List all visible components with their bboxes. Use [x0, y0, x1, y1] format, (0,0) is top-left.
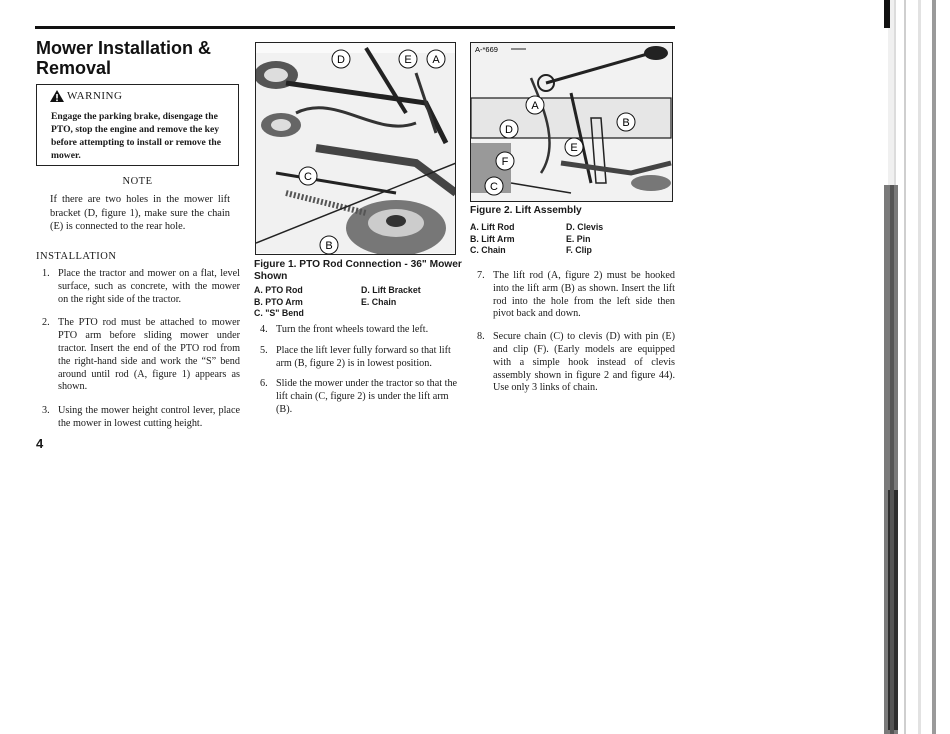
- fig1-callout-b: B: [325, 240, 333, 252]
- step-item: [254, 345, 458, 371]
- legend-item: B. Lift Arm: [470, 233, 515, 244]
- figure-2-illustration: [470, 42, 673, 202]
- step-item: [36, 405, 240, 431]
- installation-heading: INSTALLATION: [36, 251, 117, 262]
- fig1-callout-d: D: [337, 54, 345, 66]
- warning-box: [36, 84, 239, 166]
- installation-steps-col2: [254, 324, 458, 425]
- legend-item: B. PTO Arm: [254, 296, 303, 307]
- figure-1-legend-left: [254, 285, 354, 320]
- step-text: The lift rod (A, figure 2) must be hooked into the lift arm (B) as shown. Insert the lift rod into the hole from the left side then pivot back and down.: [493, 270, 675, 320]
- step-item: [471, 270, 675, 321]
- legend-item: F. Clip: [566, 245, 592, 255]
- step-text: The PTO rod must be attached to mower PTO arm before sliding mower under tractor. Insert the end of the PTO rod from the right-hand side and work the “S” bend around until rod (A, figure 1) appears as shown.: [58, 317, 240, 393]
- installation-steps-col3: [471, 270, 675, 405]
- legend-item: E. Chain: [361, 296, 397, 307]
- fig1-callout-e: E: [404, 54, 412, 66]
- warning-heading-text: WARNING: [67, 90, 123, 102]
- fig2-callout-d: D: [505, 124, 513, 136]
- fig2-callout-f: F: [501, 156, 509, 168]
- figure-2-caption: Figure 2. Lift Assembly: [470, 205, 582, 216]
- legend-item: C. "S" Bend: [254, 308, 304, 318]
- figure-2-legend-right: [566, 222, 656, 257]
- step-text: Secure chain (C) to clevis (D) with pin (E) and clip (F). (Early models are equipped with a simple hook instead of clevis assembly shown in figure 2 and figure 44). Use only 3 links of chain.: [493, 331, 675, 394]
- legend-item: C. Chain: [470, 245, 506, 255]
- step-text: Using the mower height control lever, place the mower in lowest cutting height.: [58, 405, 240, 429]
- lift-assembly-drawing: [471, 43, 673, 202]
- step-item: [254, 378, 458, 416]
- step-number: 8.: [477, 331, 485, 343]
- installation-steps-col1: [36, 268, 240, 442]
- step-number: 7.: [477, 270, 485, 281]
- step-item: [36, 317, 240, 394]
- figure-1-illustration: [255, 42, 456, 255]
- page-number: 4: [36, 436, 44, 451]
- warning-text: Engage the parking brake, disengage the PTO, stop the engine and remove the key before attempting to install or remove the mower.: [51, 111, 221, 161]
- warning-triangle-icon: [49, 89, 65, 103]
- step-number: 1.: [42, 268, 50, 279]
- fig2-callout-c: C: [490, 181, 498, 193]
- step-item: [254, 324, 458, 337]
- legend-item: A. Lift Rod: [470, 222, 515, 232]
- step-text: Place the lift lever fully forward so that lift arm (B, figure 2) is in lowest position.: [276, 344, 451, 369]
- step-number: 3.: [42, 405, 50, 417]
- figure-1-caption: Figure 1. PTO Rod Connection - 36" Mower Shown: [254, 259, 462, 282]
- page-title: Mower Installation & Removal: [36, 38, 212, 78]
- fig2-callout-a: A: [531, 100, 539, 112]
- step-text: Turn the front wheels toward the left.: [276, 324, 429, 335]
- fig2-callout-e: E: [570, 142, 578, 154]
- pto-rod-drawing: [256, 43, 456, 255]
- note-text: If there are two holes in the mower lift bracket (D, figure 1), make sure the chain (E) is connected to the rear hole.: [50, 194, 230, 232]
- step-number: 5.: [260, 344, 268, 356]
- warning-heading: [49, 89, 122, 103]
- fig2-callout-b: B: [622, 117, 630, 129]
- note-heading: NOTE: [122, 176, 153, 187]
- scan-binding-edge: [880, 0, 950, 734]
- fig2-ref-number: A-*669: [475, 45, 498, 54]
- top-rule: [35, 26, 675, 29]
- step-number: 2.: [42, 317, 50, 329]
- legend-item: D. Lift Bracket: [361, 285, 421, 295]
- legend-item: E. Pin: [566, 233, 591, 244]
- step-item: [471, 331, 675, 395]
- figure-2-legend-left: [470, 222, 560, 257]
- step-number: 4.: [260, 324, 268, 335]
- step-number: 6.: [260, 378, 268, 390]
- step-text: Slide the mower under the tractor so that the lift chain (C, figure 2) is under the lift arm (B).: [276, 378, 458, 415]
- legend-item: A. PTO Rod: [254, 285, 303, 295]
- fig1-callout-c: C: [304, 171, 312, 183]
- step-text: Place the tractor and mower on a flat, level surface, such as concrete, with the mower on the right side of the tractor.: [58, 268, 240, 305]
- step-item: [36, 268, 240, 306]
- figure-1-legend-right: [361, 285, 461, 308]
- fig1-callout-a: A: [432, 54, 440, 66]
- legend-item: D. Clevis: [566, 222, 604, 232]
